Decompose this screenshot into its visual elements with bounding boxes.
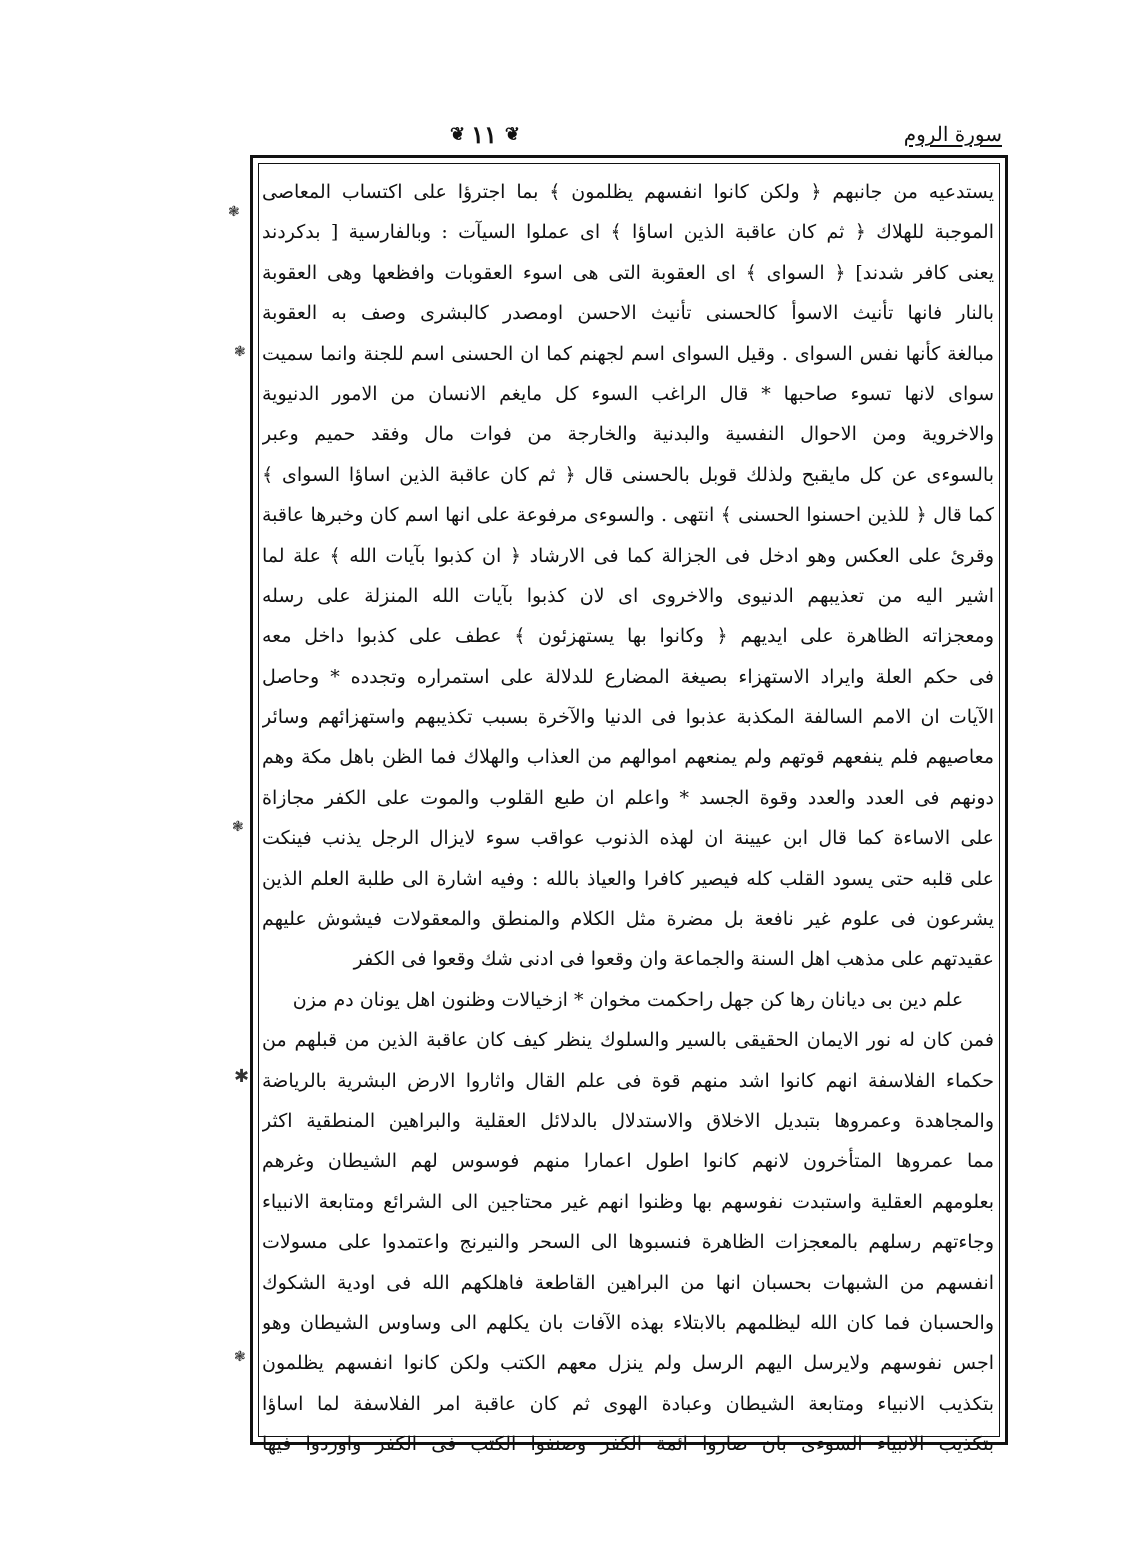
page-header xyxy=(250,122,1010,158)
margin-mark-icon: ❃ xyxy=(232,819,244,835)
text-line: مما عمروها المتأخرون لانهم كانوا اطول اعمارا منهم فوسوس لهم الشيطان وغرهم xyxy=(262,1150,994,1173)
page-number-group xyxy=(450,120,518,149)
ornament-left-icon: ❦ xyxy=(450,124,464,145)
text-line: على الاساءة كما قال ابن عيينة ان لهذه الذنوب عواقب سوء لايزال الرجل يذنب فينكت xyxy=(262,827,994,850)
commentary-text xyxy=(262,172,994,1465)
page-number: ١١ xyxy=(471,120,497,149)
text-line: حكماء الفلاسفة انهم كانوا اشد منهم قوة فى علم القال واثاروا الارض البشرية بالرياضة xyxy=(262,1069,994,1092)
text-line: فمن كان له نور الايمان الحقيقى بالسير والسلوك ينظر كيف كان عاقبة الذين من قبلهم من xyxy=(262,1029,994,1052)
surah-name: سورة الروم xyxy=(903,122,1002,146)
text-line: اجس نفوسهم ولايرسل اليهم الرسل ولم ينزل معهم الكتب ولكن كانوا انفسهم يظلمون xyxy=(262,1352,994,1375)
margin-mark-icon: ✱ xyxy=(234,1066,250,1087)
text-line: مبالغة كأنها نفس السواى . وقيل السواى اسم لجهنم كما ان الحسنى اسم للجنة وانما سميت xyxy=(262,342,994,365)
text-line: كما قال ﴿ للذين احسنوا الحسنى ﴾ انتهى . والسوءى مرفوعة على انها اسم كان وخبرها عاقبة xyxy=(262,504,994,527)
text-line: الموجبة للهلاك ﴿ ثم كان عاقبة الذين اساؤا ﴾ اى عملوا السيآت : وبالفارسية [ بدكردند xyxy=(262,221,994,244)
text-line: ومعجزاته الظاهرة على ايديهم ﴿ وكانوا بها يستهزئون ﴾ عطف على كذبوا داخل معه xyxy=(262,625,994,648)
text-line: يشرعون فى علوم غير نافعة بل مضرة مثل الكلام والمنطق والمعقولات فيشوش عليهم xyxy=(262,908,994,931)
text-line: والمجاهدة وعمروها بتبديل الاخلاق والاستدلال بالدلائل العقلية والبراهين المنطقية اكثر xyxy=(262,1109,994,1132)
text-line: والحسبان فما كان الله ليظلمهم بالابتلاء بهذه الآفات بان يكلهم الى وساوس الشيطان وهو xyxy=(262,1311,994,1334)
text-line: انفسهم من الشبهات بحسبان انها من البراهين القاطعة فاهلكهم الله فى اودية الشكوك xyxy=(262,1271,994,1294)
text-line: بالسوءى عن كل مايقبح ولذلك قوبل بالحسنى قال ﴿ ثم كان عاقبة الذين اساؤا السواى ﴾ xyxy=(262,463,994,486)
text-line: بتكذيب الانبياء ومتابعة الشيطان وعبادة الهوى ثم كان عاقبة امر الفلاسفة لما اساؤا xyxy=(262,1392,994,1415)
text-line: على قلبه حتى يسود القلب كله فيصير كافرا والعياذ بالله : وفيه اشارة الى طلبة العلم الذين xyxy=(262,867,994,890)
text-line-short: عقيدتهم على مذهب اهل السنة والجماعة وان وقعوا فى ادنى شك وقعوا فى الكفر xyxy=(353,948,994,971)
ornament-right-icon: ❦ xyxy=(504,124,518,145)
text-line: وقرئ على العكس وهو ادخل فى الجزالة كما فى الارشاد ﴿ ان كذبوا بآيات الله ﴾ علة لما xyxy=(262,544,994,567)
text-line: يعنى كافر شدند] ﴿ السواى ﴾ اى العقوبة التى هى اسوء العقوبات وافظعها وهى العقوبة xyxy=(262,261,994,284)
persian-verse: علم دين بى ديانان رها كن جهل راحكمت مخوان * ازخيالات وظنون اهل يونان دم مزن xyxy=(292,988,964,1011)
text-line: والاخروية ومن الاحوال النفسية والبدنية والخارجة من فوات مال وفقد حميم وعبر xyxy=(262,423,994,446)
margin-mark-icon: ❃ xyxy=(234,344,246,360)
margin-mark-icon: ❃ xyxy=(234,1349,246,1365)
text-line: معاصيهم فلم ينفعهم قوتهم ولم يمنعهم اموالهم من العذاب والهلاك فما الظن باهل مكة وهم xyxy=(262,746,994,769)
text-line: بالنار فانها تأنيث الاسوأ كالحسنى تأنيث الاحسن اومصدر كالبشرى وصف به العقوبة xyxy=(262,302,994,325)
text-line: فى حكم العلة وايراد الاستهزاء بصيغة المضارع للدلالة على استمراره وتجدده * وحاصل xyxy=(262,665,994,688)
text-line: دونهم فى العدد والعدد وقوة الجسد * واعلم ان طبع القلوب والموت على الكفر مجازاة xyxy=(262,786,994,809)
text-line: بتكذيب الانبياء السوءى بان صاروا ائمة الكفر وصنفوا الكتب فى الكفر واوردوا فيها xyxy=(262,1433,994,1456)
text-line: يستدعيه من جانبهم ﴿ ولكن كانوا انفسهم يظلمون ﴾ بما اجترؤا على اكتساب المعاصى xyxy=(262,181,994,203)
text-line: الآيات ان الامم السالفة المكذبة عذبوا فى الدنيا والآخرة بسبب تكذيبهم واستهزائهم وسائر xyxy=(262,706,994,729)
text-line: اشير اليه من تعذيبهم الدنيوى والاخروى اى لان كذبوا بآيات الله المنزلة على رسله xyxy=(262,584,994,607)
text-line: وجاءتهم رسلهم بالمعجزات الظاهرة فنسبوها الى السحر والنيرنج واعتمدوا على مسولات xyxy=(262,1231,994,1254)
margin-mark-icon: ❃ xyxy=(228,204,240,220)
text-line: سواى لانها تسوء صاحبها * قال الراغب السوء كل مايغم الانسان من الامور الدنيوية xyxy=(262,382,994,405)
text-line: بعلومهم العقلية واستبدت نفوسهم بها وظنوا انهم غير محتاجين الى الشرائع ومتابعة الانبياء xyxy=(262,1190,994,1213)
